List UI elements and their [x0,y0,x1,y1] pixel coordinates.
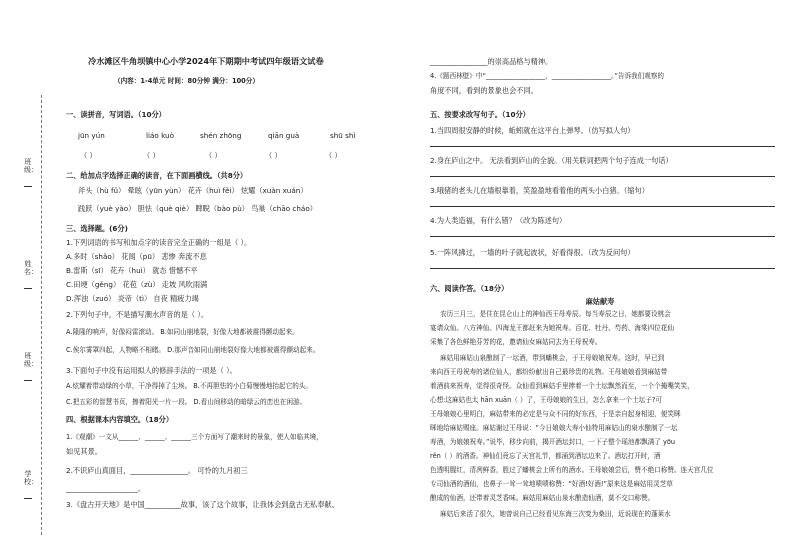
section-2-title: 二、给加点字选择正确的读音，在下面画横线。（共8分） [66,171,248,180]
answer-line-1[interactable] [430,146,775,147]
q1-option-b: B.雷斯（sī） 花卉（huì） 就态 惜憾不平 [66,266,198,275]
answer-box-3[interactable]: （ ） [205,151,222,160]
pinyin-1: jūn yún [78,131,105,140]
story-line-4: 麻姑用麻姑山泉酿制了一坛酒，带到蟠桃会，于王母娘娘祝寿。这时，早已到 [440,354,665,362]
story-line-7: 心想:这麻姑也太 hān xuān（ ）了，王母娘娘的生日，怎么拿来一个土坛子?可 [430,396,662,404]
binding-dashed-line [41,95,42,535]
rewrite-1: 1.当四周很安静的时候，蚯蚓就在这平台上弹琴。（仿写拟人句） [430,126,635,135]
story-line-9: 眯地给麻姑赐座。麻姑谢过王母说：“今日娘娘大寿小仙特用麻姑山的泉水酿制了一坛 [430,424,678,432]
story-line-14: 酿成的仙酒，还带着灵芝香味。麻姑用麻姑山泉水酿造仙酒，莫不交口称赞。 [430,494,655,502]
right-q4b: 角度不同，看到的景象也会不同。 [430,86,538,95]
story-line-3: 采集了各色鲜艳芬芳的花，邀请仙女麻姑同去为王母祝寿。 [430,338,602,346]
section-1-title: 一、读拼音，写词语。（10分） [66,110,166,119]
section-5-title: 五、按要求改写句子。（10分） [430,110,530,119]
exam-title: 冷水滩区牛角坝镇中心小学2024年下期期中考试四年级语文试卷 [88,56,324,66]
answer-line-5[interactable] [430,268,775,269]
fill-1b: 如见其景。 [66,447,102,456]
question-3: 3.下面句子中没有运用拟人的修辞手法的一项是（ ）。 [66,366,237,375]
story-title: 麻姑献寿 [585,297,615,306]
right-q4: 4.《题西林壁》中“__________________，__________________。”告诉我们观察的 [430,72,665,80]
rewrite-3: 3.哦猪的老头儿在墙根靠着，笑盈盈地看着他的两头小白猪。（缩句） [430,186,649,195]
binding-label-name: 姓名： [24,260,38,276]
fill-2: 2.不识庐山真面目，________________。 可怜的九月初三 [66,466,248,475]
story-line-15: 麻姑后来活了很久，她曾说自己已经看见东海三次变为桑田，近说现在的蓬莱水 [440,510,671,518]
section-4-title: 四、根据课本内容填空。（18分） [66,415,174,424]
story-line-10: 寿酒，为娘娘祝寿。”说毕，移步向前，揭开酒坛封口，一下子整个瑶池都飘满了 yōu [430,438,676,446]
rewrite-2: 2.身在庐山之中。 无法看到庐山的全貌。（用关联词把两个句子连成一句话） [430,156,673,165]
right-top-line: ________________的崇高品格与精神。 [430,57,553,66]
story-line-1: 农历三月三，是住在昆仑山上的神仙西王母寿辰。每当寿辰之日，她都要设桃会 [440,310,671,318]
story-line-2: 宴请众仙。八方神仙、四海龙王都赶来为她祝寿。百花、牡丹、芍药、海棠四位花仙 [430,324,674,332]
fill-1: 1.《观潮》一文从______、______、______三个方面写了潮来时的景象，使人如临其境， [66,433,323,441]
section-6-title: 六、阅读作答。（18分） [430,284,509,293]
binding-label-grade: 班级： [24,352,38,368]
answer-box-4[interactable]: （ ） [265,151,282,160]
q1-option-c: C.田埂（gěng） 花苞（zù） 走坡 风吹雨满 [66,280,208,289]
question-2: 2.下列句子中，不是描写潮水声音的是（ ）。 [66,310,209,319]
q3-options-cd: C.把五彩的智慧书页，擦着阳光一片一段。 D.看山间移动的暗绿云的峦也在闲游。 [66,398,307,406]
q3-options-ab: A.炫耀着带动绿的小草，干净得掉了尘埃。 B.不再胆怯的小白菊慢慢地抬起它的头。 [66,382,312,390]
answer-box-1[interactable]: （ ） [80,151,97,160]
binding-label-school: 学校： [24,470,38,486]
fill-2b: ____________________。 [66,484,146,493]
answer-box-2[interactable]: （ ） [143,151,160,160]
story-line-12: 色透明腥红，清冽鲜香，胜过了蟠桃会上所有的酒水。王母娘娘尝后，赞不绝口称赞。连天宫几位 [430,466,714,474]
pinyin-2: liáo kuò [146,131,174,140]
story-line-5: 来向西王母祝寿的诸位仙人，都纷纷献出自己最珍贵的礼物。王母娘娘看到麻姑带 [430,368,668,376]
answer-line-3[interactable] [430,206,775,207]
question-1: 1.下列词语的书写和加点字的读音完全正确的一组是（ ）。 [66,238,252,247]
exam-meta: （内容：1-4单元 时间：80分钟 满分：100分） [114,77,259,85]
story-line-6: 着酒前来祝寿，觉得很奇怪。众仙看到麻姑手里捧着一个土坛飘然而至，一个个掩嘴笑笑， [430,382,694,390]
binding-label-1: 班级： [24,158,38,174]
s2-line-2: 践跃（yuè yào） 胆怯（què qiè） 睥睨（bào pù） 鸟巢（chāo cháo） [78,204,317,213]
rewrite-4: 4.为人类造福，有什么错？（改为陈述句） [430,216,567,225]
answer-line-2[interactable] [430,176,775,177]
answer-line-4[interactable] [430,236,775,237]
q2-options-cd: C.俟尔雾罩四起，人物略不相睹。 D.那声音如同山崩地裂好像大地都被震得颤动起来。 [66,346,320,354]
section-3-title: 三、选择题。(6分) [66,224,128,233]
binding-line-4 [24,498,32,499]
story-line-13: 专司仙酒的酒仙，也鼻子一耸一耸地啧啧称赞：“好酒!好酒!”原来这是麻姑用灵芝草 [430,480,673,488]
q2-options-ab: A.隆隆的响声，好像闷雷滚动。 B.如同山崩地裂，好像大地都被震得颤动起来。 [66,328,299,336]
binding-line-2 [24,288,32,289]
binding-line-3 [24,380,32,381]
s2-line-1: 斧头（hù fǔ） 晕眩（yūn yùn） 花卉（huì fěi） 炫耀（xuàn xuán） [78,186,308,195]
q1-option-d: D.浑浊（zuó） 炎帝（tì） 自夜 精疲力竭 [66,294,199,303]
story-line-11: rěn（ ）的酒香。神仙们竟忘了天宫礼节，都涌到酒坛边来了。酒坛打开时，酒 [430,452,661,460]
rewrite-5: 5.一阵风拂过，一墙的叶子就起波状，好看得很。（改为反问句） [430,248,635,257]
pinyin-4: qiān guà [268,131,300,140]
q1-option-a: A.多时（shǎo） 花闻（pū） 悲惨 奔流不息 [66,252,207,261]
binding-line-1 [24,186,32,187]
fill-3: 3.《盘古开天地》是中国__________故事，该了这个故事，让我体会到盘古无私奉献、 [66,500,339,509]
pinyin-5: shū shì [330,131,356,140]
answer-box-5[interactable]: （ ） [325,151,342,160]
story-line-8: 王母娘娘心里明白，麻姑带来的必定是与众不同的好东西，于是亲自起身相迎，便笑眯 [430,410,681,418]
pinyin-3: shén zhōng [200,131,242,140]
